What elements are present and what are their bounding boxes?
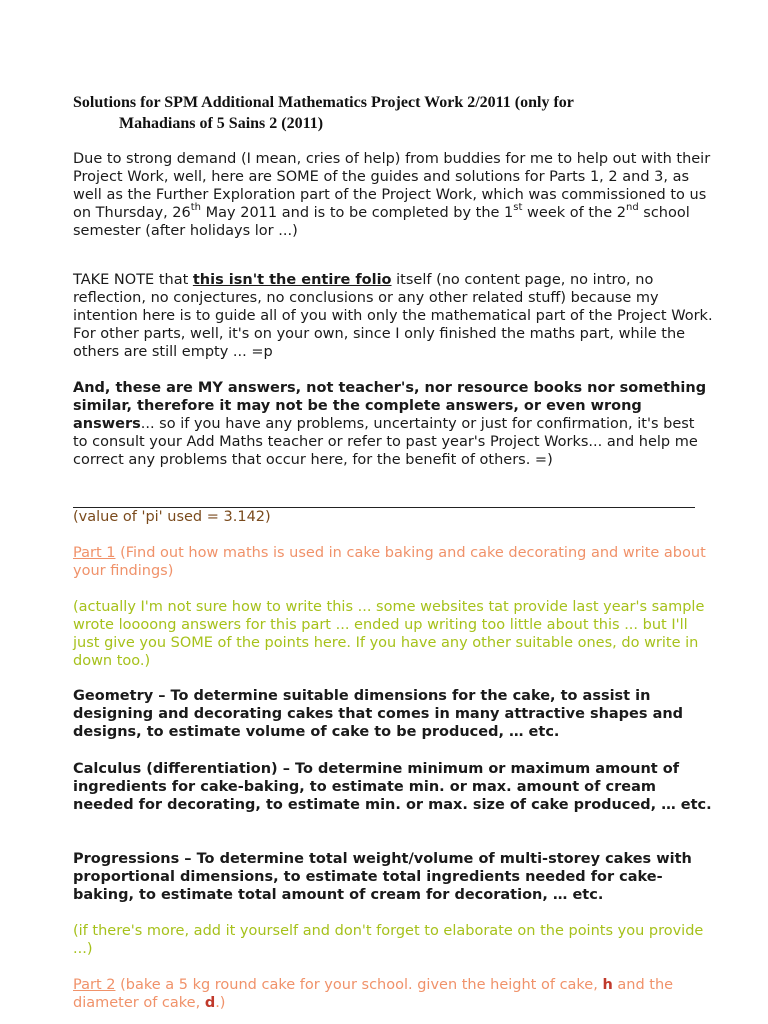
part1-label: Part 1 [73, 545, 116, 561]
take-note-emphasis: this isn't the entire folio [192, 272, 392, 288]
intro-text-1: Due to strong demand (I mean, cries of help) from buddies for me to help out with their Project Work, well, here are SOME of the guides and solutions for Parts 1, 2 and 3, as well as the Further Exploration part of the Project Work, which was commissioned to us on Thursday, 26 [73, 151, 711, 221]
document-title [73, 92, 713, 134]
part2-description-3: .) [215, 995, 226, 1011]
intro-text-3: week of the 2 [522, 205, 626, 221]
intro-text-4: school semester (after holidays lor ...) [73, 205, 690, 239]
point-calculus: Calculus (differentiation) – To determine minimum or maximum amount of ingredients for cake-baking, to estimate min. or max. amount of cream needed for decorating, to estimate min. or max. size of cake produced, … etc. [73, 761, 712, 813]
point-progressions: Progressions – To determine total weight/volume of multi-storey cakes with proportional dimensions, to estimate total ingredients needed for cake-baking, to estimate total amount of cream for decoration, … etc. [73, 851, 692, 903]
title-line-2: Mahadians of 5 Sains 2 (2011) [119, 115, 324, 132]
part1-heading [73, 544, 713, 580]
part2-description-2: and the diameter of cake, [73, 977, 674, 1011]
pi-note: (value of 'pi' used = 3.142) [73, 509, 271, 525]
disclaimer-bold: And, these are MY answers, not teacher's, nor resource books nor something similar, therefore it may not be the complete answers, or even wrong answers [73, 380, 707, 432]
intro-sup-1: th [190, 202, 202, 213]
comment-1: (actually I'm not sure how to write this ... some websites tat provide last year's sample wrote loooong answers for this part ... ended up writing too little about this ... but I'll just give you SOME of the points here. If you have any other suitable ones, do write in down too.) [73, 599, 705, 669]
part1-description: (Find out how maths is used in cake baking and cake decorating and write about your findings) [73, 545, 706, 579]
take-note-paragraph [73, 271, 713, 361]
point-geometry: Geometry – To determine suitable dimensions for the cake, to assist in designing and decorating cakes that comes in many attractive shapes and designs, to estimate volume of cake to be produced, … etc. [73, 688, 684, 740]
part2-h-variable: h [602, 977, 613, 993]
intro-sup-2: st [513, 202, 523, 213]
part2-description-1: (bake a 5 kg round cake for your school. given the height of cake, [115, 977, 603, 993]
take-note-prefix: TAKE NOTE that [73, 272, 193, 288]
part2-label: Part 2 [73, 977, 116, 993]
intro-text-2: May 2011 and is to be completed by the 1 [201, 205, 514, 221]
disclaimer-rest: ... so if you have any problems, uncertainty or just for confirmation, it's best to consult your Add Maths teacher or refer to past year's Project Works... and help me correct any problems that occur here, for the benefit of others. =) [73, 416, 698, 468]
disclaimer-paragraph [73, 379, 713, 469]
part2-d-variable: d [204, 995, 216, 1011]
intro-paragraph [73, 150, 713, 240]
intro-sup-3: nd [625, 202, 639, 213]
take-note-rest: itself (no content page, no intro, no reflection, no conjectures, no conclusions or any other related stuff) because my intention here is to guide all of you with only the mathematical part of the Project Work. For other parts, well, it's on your own, since I only finished the maths part, while the others are still empty ... =p [73, 272, 713, 360]
title-line-1: Solutions for SPM Additional Mathematics Project Work 2/2011 (only for [73, 94, 574, 111]
comment-2: (if there's more, add it yourself and don't forget to elaborate on the points you provide ...) [73, 923, 704, 957]
part2-heading [73, 976, 713, 1012]
